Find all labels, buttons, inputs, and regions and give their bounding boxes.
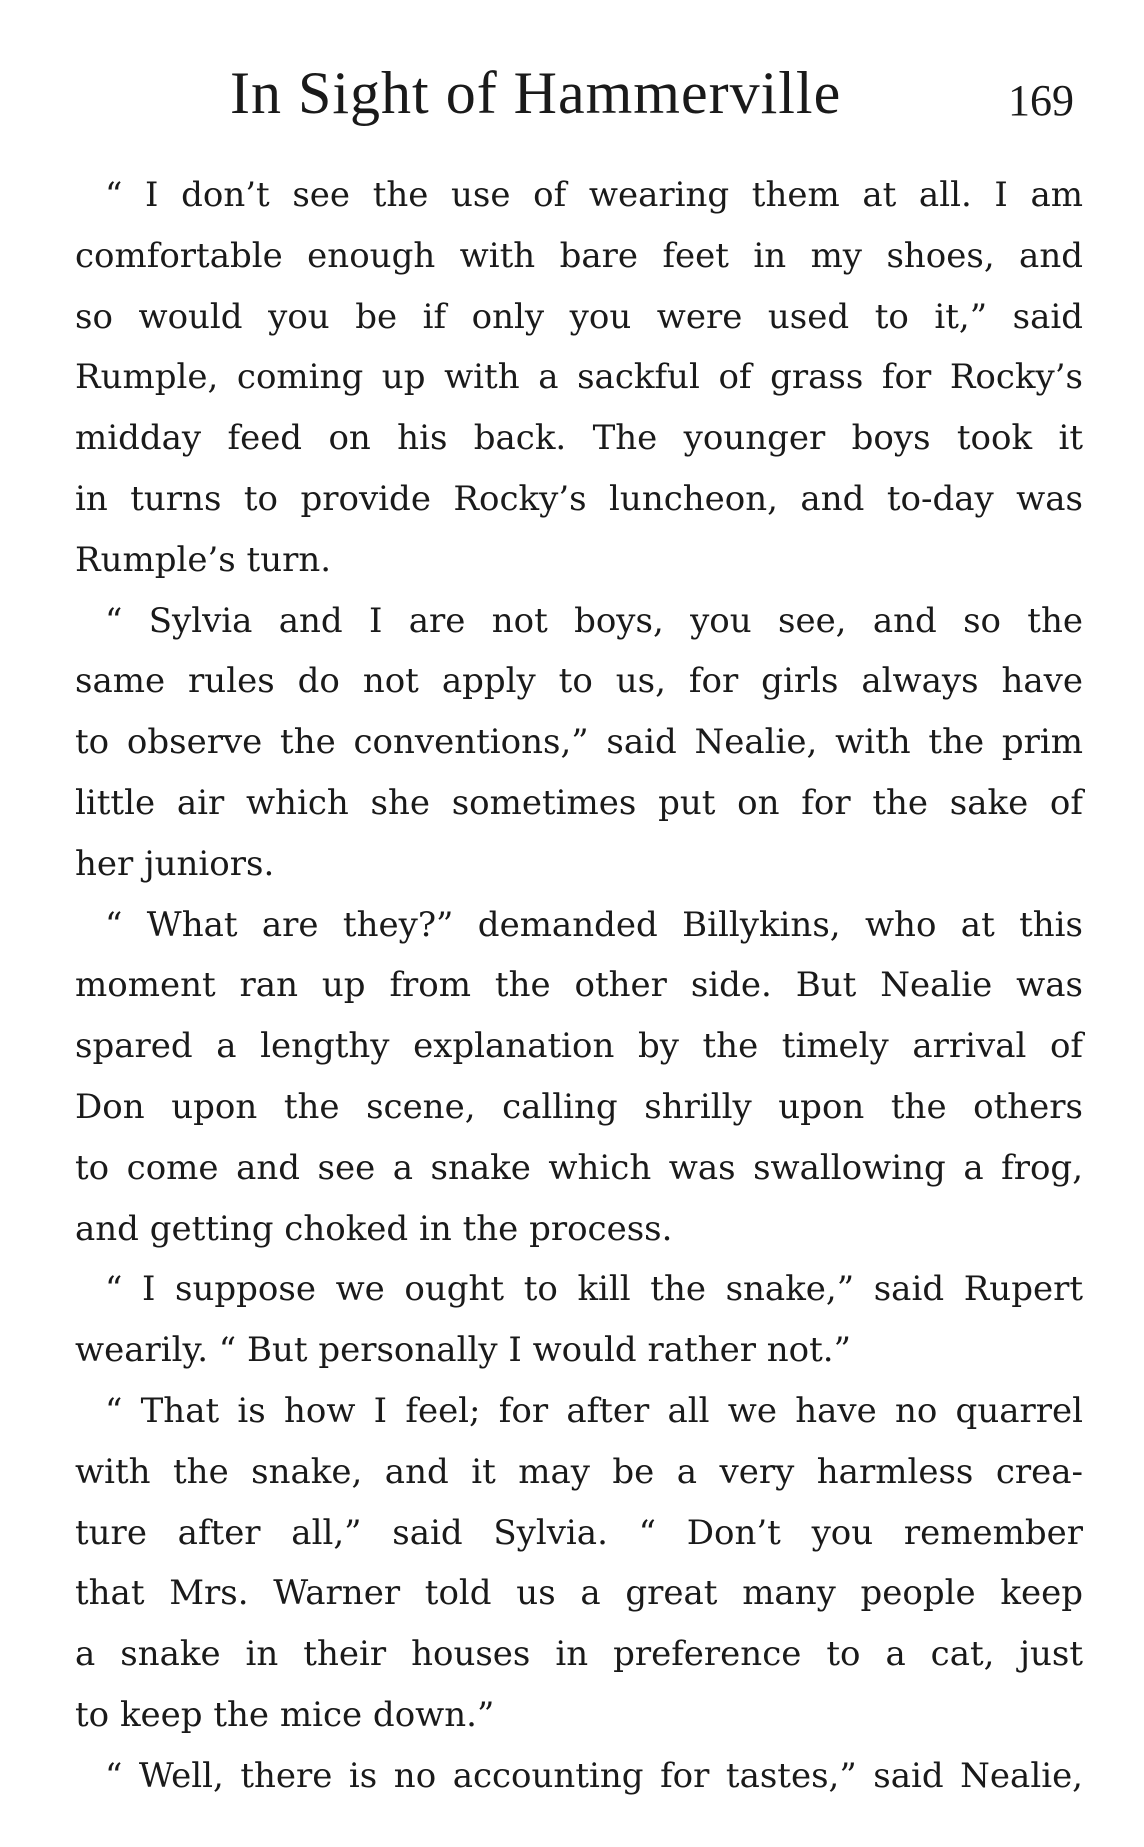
text-line: “ What are they?” demanded Billykins, who at this bbox=[105, 904, 1083, 945]
running-head bbox=[0, 58, 1144, 128]
body-text bbox=[75, 165, 1083, 1807]
text-line: wearily. “ But personally I would rather not.” bbox=[75, 1330, 851, 1371]
text-line: “ Sylvia and I are not boys, you see, and so the bbox=[105, 600, 1083, 641]
text-line: to observe the conventions,” said Nealie, with the prim bbox=[75, 722, 1083, 763]
text-line: “ I don’t see the use of wearing them at all. I am bbox=[105, 175, 1083, 215]
text-line: ture after all,” said Sylvia. “ Don’t you remember bbox=[75, 1512, 1083, 1553]
text-line: moment ran up from the other side. But Nealie was bbox=[75, 965, 1083, 1006]
page-number: 169 bbox=[1008, 76, 1074, 125]
text-line: in turns to provide Rocky’s luncheon, and to-day was bbox=[75, 478, 1083, 519]
text-line: a snake in their houses in preference to a cat, just bbox=[75, 1634, 1083, 1675]
chapter-title: In Sight of Hammerville bbox=[230, 60, 842, 126]
text-line: “ I suppose we ought to kill the snake,” said Rupert bbox=[105, 1269, 1083, 1310]
text-line: little air which she sometimes put on for the sake of bbox=[75, 782, 1083, 823]
text-line: to come and see a snake which was swallowing a frog, bbox=[75, 1147, 1083, 1188]
text-line: “ Well, there is no accounting for tastes,” said Nealie, bbox=[105, 1755, 1083, 1796]
text-line: and getting choked in the process. bbox=[75, 1208, 673, 1249]
text-line: spared a lengthy explanation by the timely arrival of bbox=[75, 1026, 1083, 1067]
text-line: with the snake, and it may be a very harmless crea- bbox=[75, 1451, 1083, 1492]
text-line: comfortable enough with bare feet in my shoes, and bbox=[75, 235, 1083, 276]
text-line: to keep the mice down.” bbox=[75, 1694, 495, 1735]
text-line: midday feed on his back. The younger boys took it bbox=[75, 418, 1083, 459]
text-line: Rumple, coming up with a sackful of grass for Rocky’s bbox=[75, 357, 1083, 398]
text-line: same rules do not apply to us, for girls always have bbox=[75, 661, 1083, 702]
text-line: so would you be if only you were used to it,” said bbox=[75, 296, 1083, 337]
text-line: Rumple’s turn. bbox=[75, 539, 332, 580]
text-line: “ That is how I feel; for after all we have no quarrel bbox=[105, 1390, 1083, 1431]
text-line: that Mrs. Warner told us a great many people keep bbox=[75, 1573, 1083, 1614]
text-line: her juniors. bbox=[75, 843, 275, 884]
text-line: Don upon the scene, calling shrilly upon the others bbox=[75, 1086, 1083, 1127]
